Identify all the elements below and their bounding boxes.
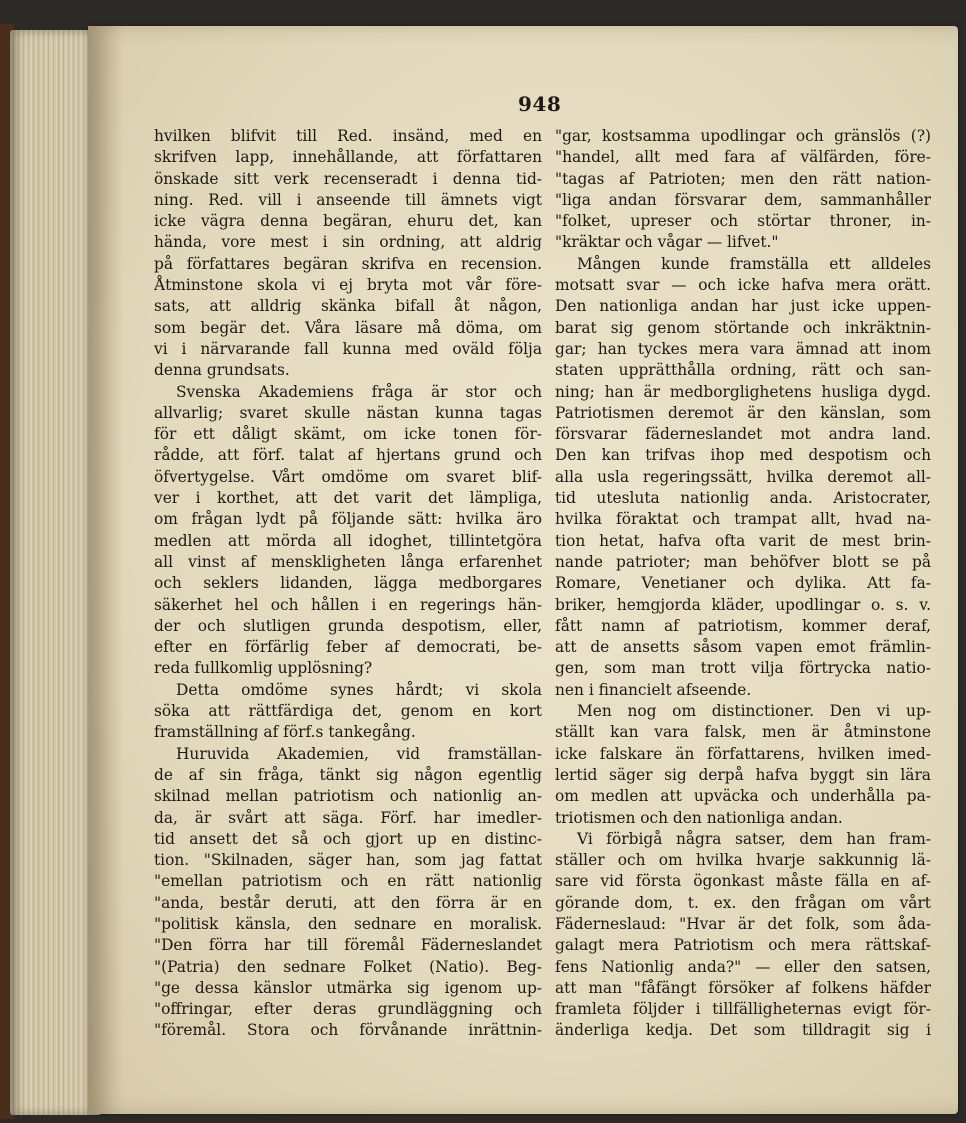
text-line: "emellan patriotism och en rätt nationlig [154, 872, 542, 891]
text-line: önskade sitt verk recenseradt i denna tid- [154, 169, 542, 188]
text-line: framställning af förf.s tankegång. [154, 723, 416, 742]
text-line: medlen att mörda all idoghet, tillintetgöra [154, 531, 542, 550]
text-line: tion hetat, hafva ofta varit de mest brin- [555, 531, 931, 550]
text-line: ning. Red. vill i anseende till ämnets vigt [154, 190, 542, 209]
text-line: änderliga kedja. Det som tilldragit sig i [555, 1021, 931, 1040]
text-line: Men nog om distinctioner. Den vi up- [577, 702, 931, 721]
text-line: fått namn af patriotism, kommer deraf, [555, 616, 931, 635]
text-line: rådde, att förf. talat af hjertans grund och [154, 446, 542, 465]
text-line: skrifven lapp, innehållande, att författaren [154, 148, 542, 167]
text-line: der och slutligen grunda despotism, eller, [154, 616, 542, 635]
text-line: Mången kunde framställa ett alldeles [577, 254, 931, 273]
text-line: icke vägra denna begäran, ehuru det, kan [154, 212, 542, 231]
text-line: "liga andan försvarar dem, sammanhåller [555, 190, 931, 209]
text-line: Svenska Akademiens fråga är stor och [176, 382, 542, 401]
text-line: öfvertygelse. Vårt omdöme om svaret blif- [154, 467, 542, 486]
text-line: "handel, allt med fara af välfärden, före- [555, 148, 931, 167]
text-line: hvilka föraktat och trampat allt, hvad na- [555, 510, 931, 529]
text-line: för ett dåligt skämt, om icke tonen för- [154, 425, 542, 444]
text-line: "gar, kostsamma upodlingar och gränslös (?) [555, 127, 931, 145]
text-line: "kräktar och vågar — lifvet." [555, 233, 779, 252]
text-line: ning; han är medborglighetens husliga dygd. [555, 382, 931, 401]
text-line: som begär det. Våra läsare må döma, om [154, 318, 542, 337]
text-line: Romare, Venetianer och dylika. Att fa- [555, 574, 931, 593]
text-line: att man "fåfängt försöker af folkens häfder [555, 978, 931, 997]
text-line: galagt mera Patriotism och mera rättskaf- [555, 936, 931, 955]
page-number: 948 [518, 92, 562, 116]
text-line: om medlen att upväcka och underhålla pa- [555, 787, 931, 806]
text-line: nande patrioter; man behöfver blott se på [555, 552, 931, 571]
text-line: "(Patria) den sednare Folket (Natio). Beg- [154, 957, 542, 976]
text-line: sats, att alldrig skänka bifall åt någon, [154, 297, 542, 316]
text-line: på författares begäran skrifva en recension. [154, 254, 542, 273]
text-line: motsatt svar — och icke hafva mera orätt. [555, 276, 931, 295]
text-line: vi i närvarande fall kunna med oväld följa [154, 339, 542, 358]
text-line: allvarlig; svaret skulle nästan kunna tagas [154, 403, 542, 422]
text-line: ställer och om hvilka hvarje sakkunnig lä- [555, 851, 931, 870]
text-line: triotismen och den nationliga andan. [555, 808, 843, 827]
text-line: Huruvida Akademien, vid framställan- [176, 744, 542, 763]
text-line: söka att rättfärdiga det, genom en kort [154, 702, 542, 721]
text-line: Patriotismen deremot är den känslan, som [555, 403, 931, 422]
text-line: "offringar, efter deras grundläggning och [154, 1000, 542, 1019]
text-line: att de ansetts såsom vapen emot främlin- [555, 638, 931, 657]
text-line: tid ansett det så och gjort up en distinc- [154, 829, 542, 848]
text-line: de af sin fråga, tänkt sig någon egentlig [154, 765, 542, 784]
text-line: "folket, upreser och störtar throner, in- [555, 212, 931, 231]
text-line: och seklers lidanden, lägga medborgares [154, 574, 542, 593]
text-line: fens Nationlig anda?" — eller den satsen, [555, 957, 931, 976]
text-line: görande dom, t. ex. den frågan om vårt [555, 893, 931, 912]
text-line: tion. "Skilnaden, säger han, som jag fattat [154, 851, 542, 870]
text-line: briker, hemgjorda kläder, upodlingar o. s. v. [555, 595, 931, 614]
text-line: lertid säger sig derpå hafva byggt sin lära [555, 765, 931, 784]
book-page-edges [10, 30, 100, 1115]
text-line: hvilken blifvit till Red. insänd, med en [154, 127, 542, 145]
text-line: Den kan trifvas ihop med despotism och [555, 446, 931, 465]
text-line: "föremål. Stora och förvånande inrättnin- [154, 1021, 542, 1040]
text-line: Detta omdöme synes hårdt; vi skola [176, 680, 542, 699]
text-line: "Den förra har till föremål Fäderneslandet [154, 936, 542, 955]
text-line: skilnad mellan patriotism och nationlig an- [154, 787, 542, 806]
text-line: Fäderneslaud: "Hvar är det folk, som åda- [555, 914, 931, 933]
text-line: om frågan lydt på följande sätt: hvilka äro [154, 510, 542, 529]
text-line: efter en förfärlig feber af democrati, be- [154, 638, 542, 657]
text-line: "politisk känsla, den sednare en moralisk. [154, 914, 542, 933]
text-line: hända, vore mest i sin ordning, att aldrig [154, 233, 542, 252]
text-line: icke falskare än författarens, hvilken imed- [555, 744, 931, 763]
text-line: barat sig genom störtande och inkräktnin- [555, 318, 931, 337]
text-line: tid utesluta nationlig anda. Aristocrater, [555, 489, 931, 508]
text-line: denna grundsats. [154, 361, 290, 380]
text-line: Åtminstone skola vi ej bryta mot vår före- [154, 276, 542, 295]
text-line: reda fullkomlig upplösning? [154, 659, 373, 678]
text-line: Den nationliga andan har just icke uppen- [555, 297, 931, 316]
text-line: staten upprätthålla ordning, rätt och san- [555, 361, 931, 380]
text-line: sare vid första ögonkast måste fälla en af- [555, 872, 931, 891]
text-line: Vi förbigå några satser, dem han fram- [577, 829, 931, 848]
text-line: da, är svårt att säga. Förf. har imedler- [154, 808, 542, 827]
text-line: "tagas af Patrioten; men den rätt nation- [555, 169, 931, 188]
text-line: ställt kan vara falsk, men är åtminstone [555, 723, 931, 742]
text-line: försvarar fäderneslandet mot andra land. [555, 425, 931, 444]
text-line: säkerhet hel och hållen i en regerings hän- [154, 595, 542, 614]
text-line: all vinst af menskligheten långa erfarenhet [154, 552, 542, 571]
text-line: "anda, består deruti, att den förra är en [154, 893, 542, 912]
text-line: "ge dessa känslor utmärka sig igenom up- [154, 978, 542, 997]
text-line: ver i korthet, att det varit det lämpliga, [154, 489, 542, 508]
text-line: framleta följder i tillfälligheternas evigt för- [555, 1000, 931, 1019]
text-line: gar; han tyckes mera vara ämnad att inom [555, 339, 931, 358]
text-line: alla usla regeringssätt, hvilka deremot all- [555, 467, 931, 486]
text-column-right [555, 126, 931, 1056]
text-column-left [154, 126, 542, 1056]
text-line: nen i financielt afseende. [555, 680, 752, 699]
gutter-shadow [88, 26, 124, 1114]
text-line: gen, som man trott vilja förtrycka natio- [555, 659, 931, 678]
